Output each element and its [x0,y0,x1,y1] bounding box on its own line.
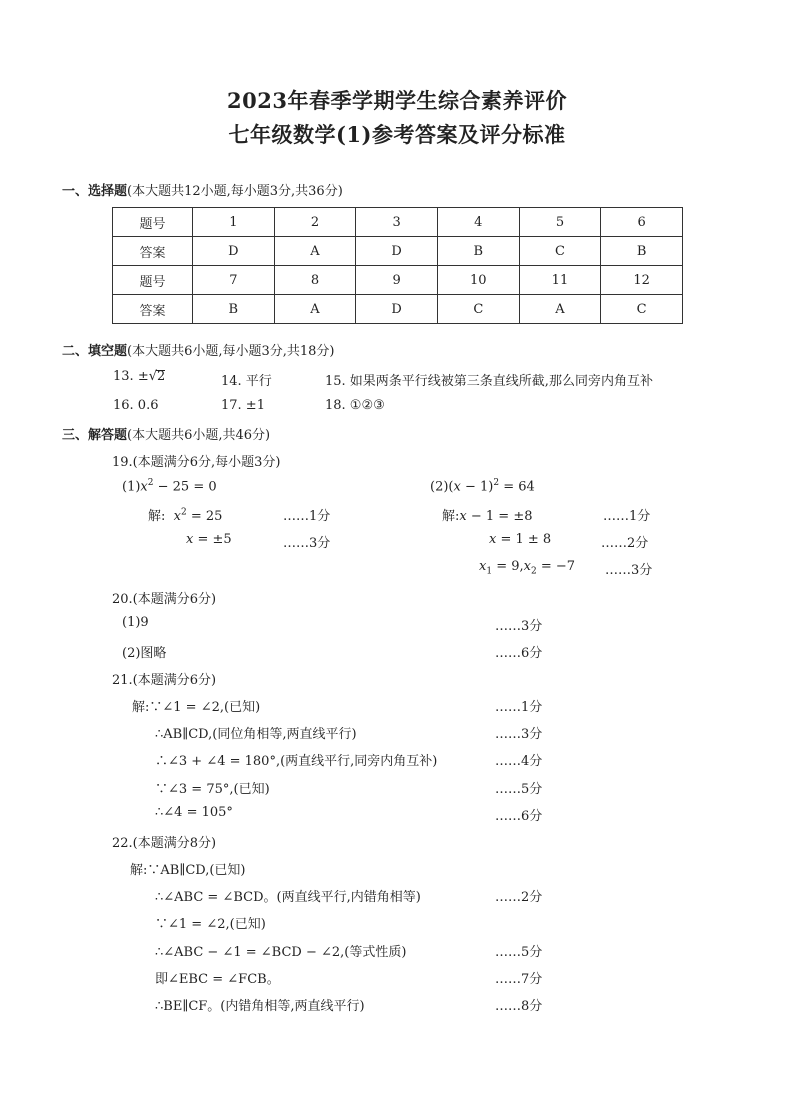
equation-rest: = 1 ± 8 [496,532,552,547]
q19-part2-step2 [489,532,551,547]
q21-heading: 21.(本题满分6分) [112,673,217,688]
subscript: 2 [530,566,537,577]
table-cell: 4 [437,208,519,237]
score: ……3分 [495,727,543,742]
table-cell: D [356,237,438,266]
score: ……3分 [605,563,653,578]
score: ……1分 [495,700,543,715]
var-x: x [459,509,467,524]
exponent: 2 [493,478,500,488]
score: ……7分 [495,972,543,987]
q21-line: ∴AB∥CD,(同位角相等,两直线平行) [155,727,357,742]
table-cell: 6 [601,208,683,237]
section-choice-lead: 一、选择题 [62,184,128,199]
solution-prefix: 解: [148,509,166,524]
score: ……5分 [495,945,543,960]
q19-part2-step1 [442,505,532,524]
exponent: 2 [181,507,187,518]
answer-14: 14. 平行 [221,374,272,389]
var-x: x [523,559,531,574]
section-choice-heading [62,180,343,199]
score: ……8分 [495,999,543,1014]
var-x: x [479,559,487,574]
table-cell: B [193,295,275,324]
table-cell: 答案 [113,295,193,324]
var-x: x [186,532,194,547]
q22-heading: 22.(本题满分8分) [112,836,217,851]
q20-heading: 20.(本题满分6分) [112,592,217,607]
table-row [113,237,683,266]
answer-table [112,207,683,324]
answer-13-sign: ± [137,369,149,384]
table-row [113,266,683,295]
q19-part1-step1 [148,505,222,524]
table-cell: D [193,237,275,266]
table-cell: 11 [519,266,601,295]
answer-16: 16. 0.6 [113,398,159,413]
table-cell: B [437,237,519,266]
equation-rest: = −7 [536,559,576,574]
equation-rest: = 25 [186,509,223,524]
q19-part1-label: (1) [122,479,141,495]
q22-line: ∵∠1 = ∠2,(已知) [155,917,266,932]
table-cell: D [356,295,438,324]
page-title: 2023年春季学期学生综合素养评价 [227,88,567,113]
q21-line: ∴∠4 = 105° [155,805,233,820]
score: ……4分 [495,754,543,769]
table-cell: C [519,237,601,266]
equation-part: = 9, [492,559,524,574]
equation-rest: = ±5 [193,532,232,547]
q19-part2-label: (2)( [430,479,454,495]
answer-15: 15. 如果两条平行线被第三条直线所截,那么同旁内角互补 [325,374,653,389]
answer-13 [113,369,165,384]
section-fill-heading [62,340,335,359]
table-cell: 7 [193,266,275,295]
q21-line: ∴∠3 + ∠4 = 180°,(两直线平行,同旁内角互补) [155,754,438,769]
table-cell: 1 [193,208,275,237]
table-cell: 10 [437,266,519,295]
score: ……5分 [495,782,543,797]
table-cell: 5 [519,208,601,237]
var-x: x [173,509,181,524]
subscript: 1 [486,566,493,577]
table-row [113,295,683,324]
sqrt-sign: √ [148,369,158,384]
table-cell: 12 [601,266,683,295]
table-cell: 2 [274,208,356,237]
var-x: x [140,479,148,495]
section-fill-note: (本大题共6小题,每小题3分,共18分) [127,344,335,359]
answer-13-radicand: 2 [157,369,166,384]
score: ……3分 [495,619,543,634]
q19-part1-step2 [186,532,232,547]
table-cell: 9 [356,266,438,295]
exponent: 2 [147,478,154,488]
score: ……2分 [495,890,543,905]
answer-13-number: 13. [113,369,134,384]
score: ……2分 [601,536,649,551]
section-choice-note: (本大题共12小题,每小题3分,共36分) [127,184,343,199]
q20-line: (2)图略 [122,646,167,661]
q19-part1-equation [122,478,217,494]
equation-part: − 1) [460,479,494,495]
score: ……1分 [603,509,651,524]
q21-line: ∵∠3 = 75°,(已知) [155,782,270,797]
table-cell: A [519,295,601,324]
table-cell: C [437,295,519,324]
answer-18: 18. ①②③ [325,398,385,413]
equation-rest: = 64 [499,479,535,495]
table-cell: 题号 [113,266,193,295]
table-cell: C [601,295,683,324]
table-row [113,208,683,237]
q22-line: ∴∠ABC = ∠BCD。(两直线平行,内错角相等) [155,890,421,905]
score: ……3分 [283,536,331,551]
solution-prefix: 解: [442,509,460,524]
table-cell: 3 [356,208,438,237]
score: ……6分 [495,809,543,824]
q22-line: ∴∠ABC − ∠1 = ∠BCD − ∠2,(等式性质) [155,945,407,960]
q22-line: ∴BE∥CF。(内错角相等,两直线平行) [155,999,365,1014]
var-x: x [489,532,497,547]
section-solve-note: (本大题共6小题,共46分) [127,428,271,443]
q19-heading: 19.(本题满分6分,每小题3分) [112,455,281,470]
q19-part2-step3 [479,559,575,577]
table-cell: A [274,295,356,324]
section-solve-lead: 三、解答题 [62,428,128,443]
q22-line: 即∠EBC = ∠FCB。 [155,972,280,987]
table-cell: A [274,237,356,266]
section-solve-heading [62,424,270,443]
answer-17: 17. ±1 [221,398,265,413]
q20-line: (1)9 [122,615,149,630]
table-cell: 答案 [113,237,193,266]
q19-part2-equation [430,478,535,494]
equation-rest: − 25 = 0 [153,479,217,495]
table-cell: 8 [274,266,356,295]
q22-line: 解:∵AB∥CD,(已知) [130,863,246,878]
equation-rest: − 1 = ±8 [466,509,533,524]
score: ……6分 [495,646,543,661]
page-subtitle: 七年级数学(1)参考答案及评分标准 [228,122,566,147]
section-fill-lead: 二、填空题 [62,344,128,359]
q21-line: 解:∵∠1 = ∠2,(已知) [132,700,261,715]
var-x: x [453,479,461,495]
table-cell: 题号 [113,208,193,237]
score: ……1分 [283,509,331,524]
table-cell: B [601,237,683,266]
